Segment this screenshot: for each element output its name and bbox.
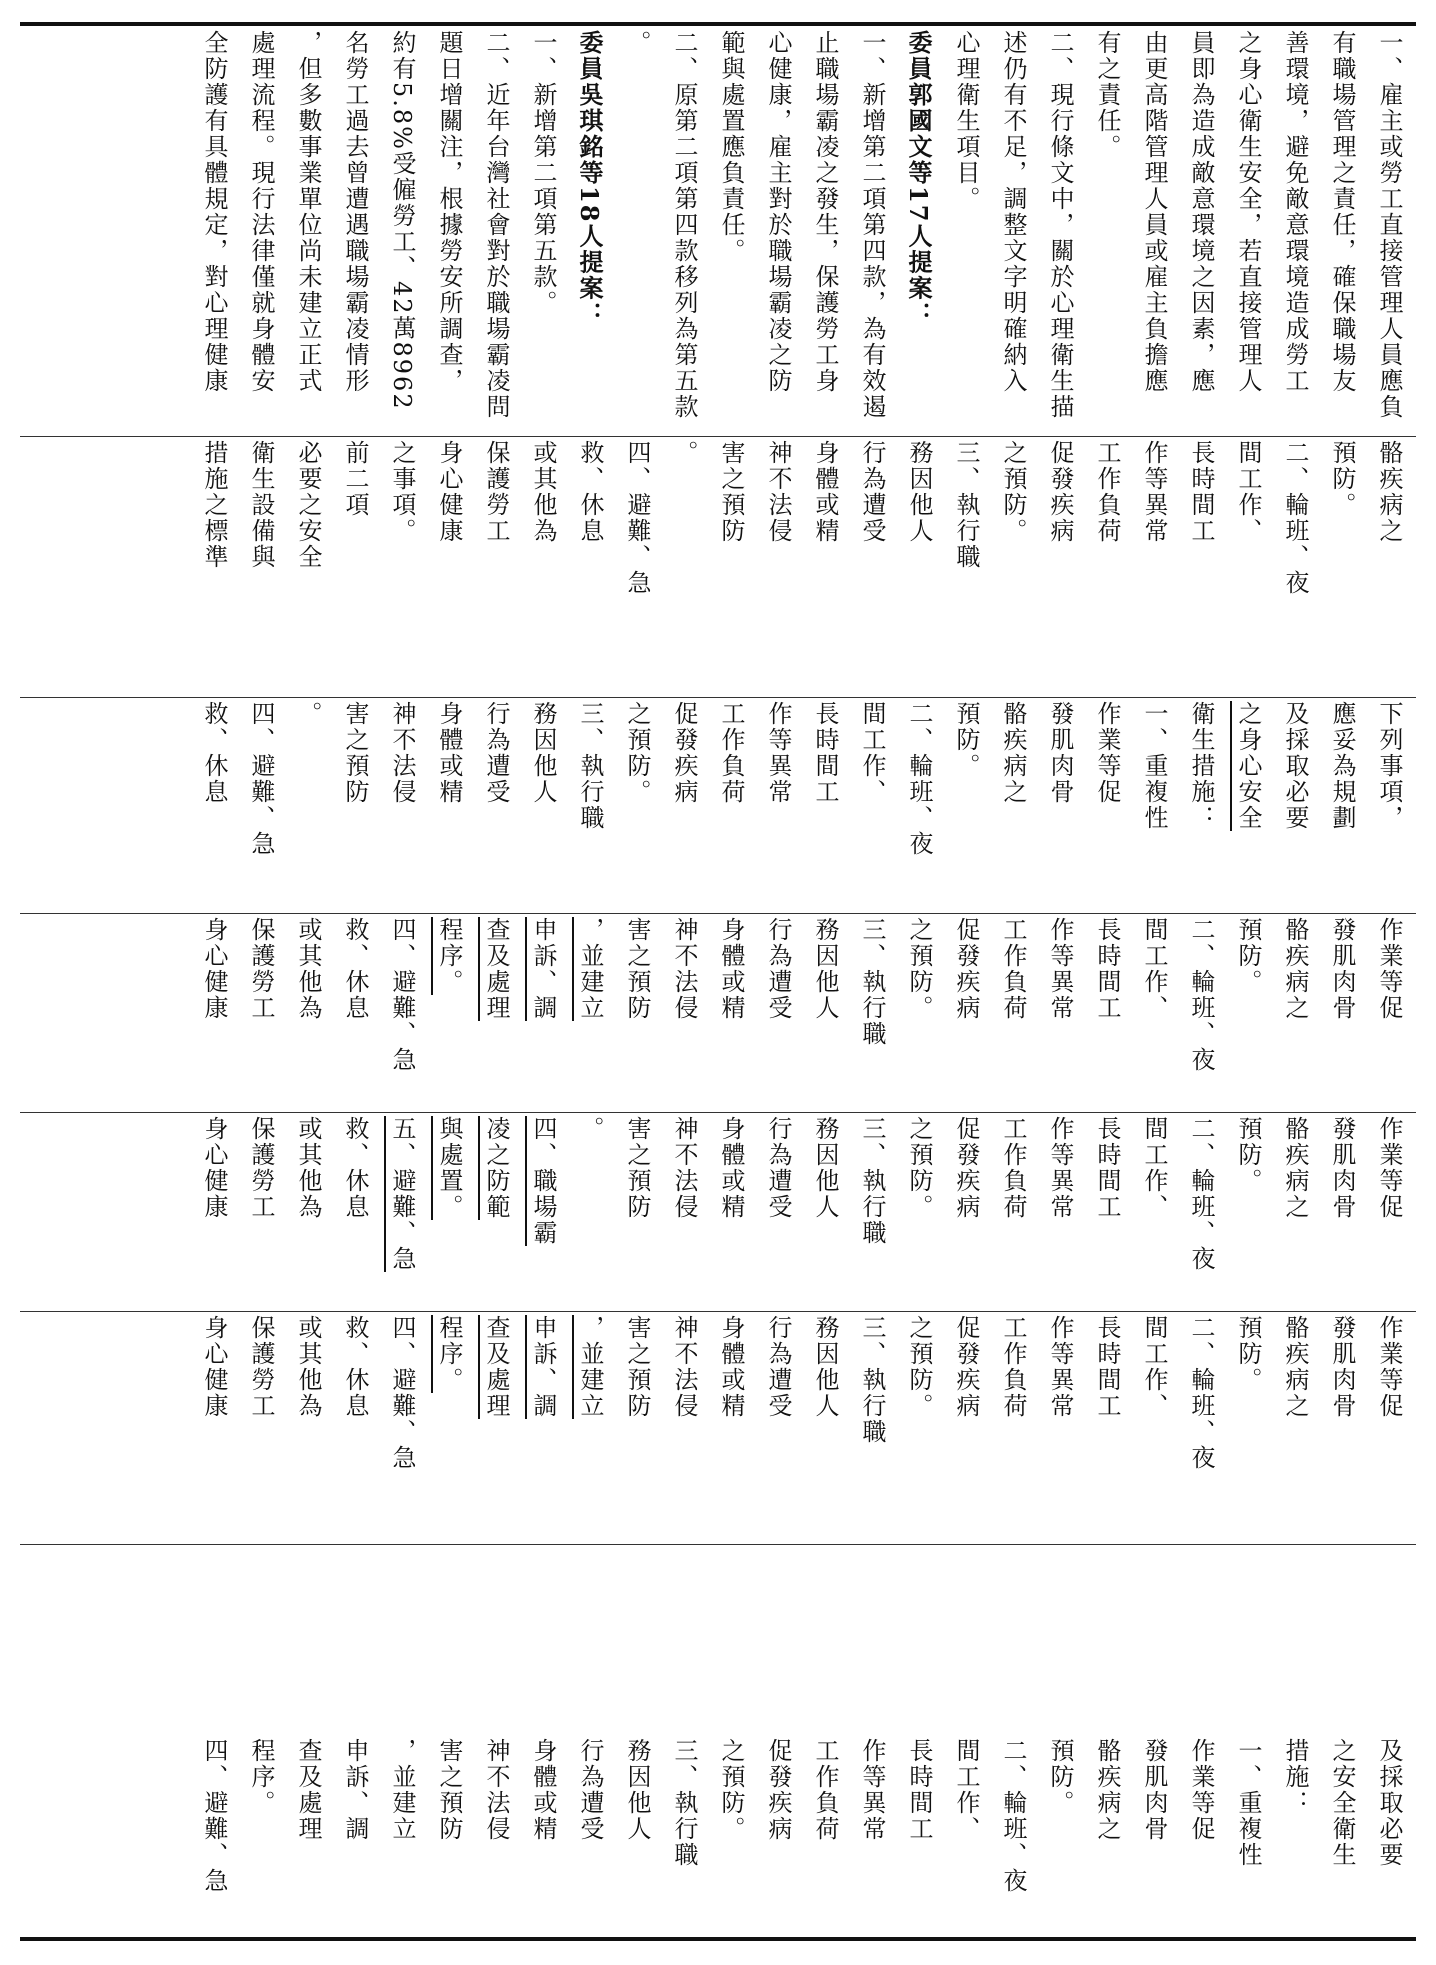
- text-line: 下列事項，: [1375, 701, 1403, 831]
- text-line: 神不法侵: [388, 701, 416, 805]
- text-line: 骼疾病之: [999, 701, 1027, 805]
- text-line: 間工作、: [1234, 440, 1262, 544]
- text-line: 二、輪班、夜: [1187, 917, 1215, 1073]
- text-line: 三、執行職: [858, 1116, 886, 1246]
- text-line: 身心健康: [435, 440, 463, 544]
- text-line: 救、休息: [200, 701, 228, 805]
- text-line: 工作負荷: [717, 701, 745, 805]
- text-line: 查及處理: [294, 1738, 322, 1842]
- text-line: 作等異常: [1046, 917, 1074, 1021]
- text-line: 長時間工: [905, 1738, 933, 1842]
- text-line: 預防。: [1328, 440, 1356, 518]
- text-line: 長時間工: [1187, 440, 1215, 544]
- text-line: 骼疾病之: [1375, 440, 1403, 544]
- text-line: 之預防。: [905, 1116, 933, 1220]
- text-line: 害之預防: [623, 917, 651, 1021]
- text-line: 委員吳琪銘等18人提案：: [575, 30, 604, 328]
- text-line: 範與處置應負責任。: [717, 30, 745, 264]
- divider: [20, 1544, 1416, 1545]
- text-line: 務因他人: [905, 440, 933, 544]
- text-line: 間工作、: [858, 701, 886, 805]
- text-line: 預防。: [1234, 917, 1262, 995]
- text-line: 神不法侵: [764, 440, 792, 544]
- text-line: 間工作、: [1140, 1116, 1168, 1220]
- text-line: 名勞工過去曾遭遇職場霸凌情形: [341, 30, 369, 394]
- text-line: 工作負荷: [1093, 440, 1121, 544]
- text-line: 身體或精: [717, 917, 745, 1021]
- text-line: 害之預防: [623, 1315, 651, 1419]
- text-line: 述仍有不足，調整文字明確納入: [999, 30, 1027, 394]
- text-line: 措施：: [1281, 1738, 1309, 1816]
- text-line: 保護勞工: [482, 440, 510, 544]
- band-col-8: [18, 1738, 1418, 1933]
- text-line: 作業等促: [1375, 1116, 1403, 1220]
- text-line: 五、避難、急: [388, 1116, 416, 1272]
- text-line: 四、避難、急: [200, 1738, 228, 1894]
- text-line: 心理衛生項目。: [952, 30, 980, 212]
- text-line: 作等異常: [1046, 1116, 1074, 1220]
- text-line: 處理流程。現行法律僅就身體安: [247, 30, 275, 394]
- text-line: 查及處理: [482, 1315, 510, 1419]
- text-line: 二、輪班、夜: [905, 701, 933, 857]
- text-line: 長時間工: [811, 701, 839, 805]
- text-line: 。: [576, 1116, 604, 1142]
- text-line: 害之預防: [623, 1116, 651, 1220]
- text-line: 作等異常: [1140, 440, 1168, 544]
- text-line: 預防。: [1046, 1738, 1074, 1816]
- text-line: 或其他為: [529, 440, 557, 544]
- text-line: 一、新增第二項第五款。: [529, 30, 557, 316]
- text-line: 之預防。: [623, 701, 651, 805]
- text-line: 間工作、: [952, 1738, 980, 1842]
- text-line: 救、休息: [341, 1116, 369, 1220]
- text-line: 作等異常: [1046, 1315, 1074, 1419]
- text-line: 申訴、調: [341, 1738, 369, 1842]
- text-line: 及採取必要: [1281, 701, 1309, 831]
- text-line: 約有5.8%受僱勞工、42萬8962: [388, 30, 416, 411]
- text-line: 或其他為: [294, 917, 322, 1021]
- text-line: 。: [294, 701, 322, 727]
- text-line: 二、輪班、夜: [1187, 1315, 1215, 1471]
- text-line: 三、執行職: [670, 1738, 698, 1868]
- text-line: 作業等促: [1375, 1315, 1403, 1419]
- divider: [20, 436, 1416, 437]
- text-line: 程序。: [247, 1738, 275, 1816]
- text-line: 害之預防: [435, 1738, 463, 1842]
- divider: [20, 697, 1416, 698]
- text-line: 由更高階管理人員或雇主負擔應: [1140, 30, 1168, 394]
- text-line: 。: [623, 30, 651, 56]
- text-line: 工作負荷: [811, 1738, 839, 1842]
- text-line: 骼疾病之: [1281, 1116, 1309, 1220]
- text-line: 一、雇主或勞工直接管理人員應負: [1375, 30, 1403, 420]
- text-line: 四、避難、急: [623, 440, 651, 596]
- text-line: 前二項: [341, 440, 369, 518]
- text-line: 二、現行條文中，關於心理衛生描: [1046, 30, 1074, 420]
- text-line: 神不法侵: [670, 1116, 698, 1220]
- band-col-4: [18, 917, 1418, 1105]
- top-rule: [20, 22, 1416, 26]
- text-line: 務因他人: [529, 701, 557, 805]
- text-line: 行為遭受: [858, 440, 886, 544]
- text-line: 二、原第二項第四款移列為第五款: [670, 30, 698, 420]
- text-line: 長時間工: [1093, 917, 1121, 1021]
- text-line: 心健康，雇主對於職場霸凌之防: [764, 30, 792, 394]
- text-line: ，但多數事業單位尚未建立正式: [294, 30, 322, 394]
- bottom-rule: [20, 1937, 1416, 1941]
- text-line: 神不法侵: [482, 1738, 510, 1842]
- text-line: 作等異常: [858, 1738, 886, 1842]
- text-line: 身體或精: [717, 1315, 745, 1419]
- text-line: 作業等促: [1187, 1738, 1215, 1842]
- text-line: 發肌肉骨: [1046, 701, 1074, 805]
- text-line: 促發疾病: [764, 1738, 792, 1842]
- text-line: 促發疾病: [952, 1116, 980, 1220]
- text-line: 二、輪班、夜: [1187, 1116, 1215, 1272]
- band-col-6: [18, 1315, 1418, 1537]
- text-line: 申訴、調: [529, 1315, 557, 1419]
- text-line: 二、輪班、夜: [999, 1738, 1027, 1894]
- text-line: 身體或精: [529, 1738, 557, 1842]
- text-line: 委員郭國文等17人提案：: [904, 30, 933, 328]
- text-line: 害之預防: [341, 701, 369, 805]
- text-line: ，並建立: [576, 917, 604, 1021]
- text-line: 凌之防範: [482, 1116, 510, 1220]
- text-line: 之事項。: [388, 440, 416, 544]
- text-line: 及採取必要: [1375, 1738, 1403, 1868]
- text-line: 行為遭受: [764, 1315, 792, 1419]
- text-line: 作業等促: [1375, 917, 1403, 1021]
- text-line: 工作負荷: [999, 917, 1027, 1021]
- text-line: 四、避難、急: [388, 1315, 416, 1471]
- text-line: 或其他為: [294, 1116, 322, 1220]
- text-line: 骼疾病之: [1093, 1738, 1121, 1842]
- text-line: 促發疾病: [952, 1315, 980, 1419]
- text-line: 二、近年台灣社會對於職場霸凌問: [482, 30, 510, 420]
- text-line: 有職場管理之責任，確保職場友: [1328, 30, 1356, 394]
- text-line: 全防護有具體規定，對心理健康: [200, 30, 228, 394]
- text-line: 應妥為規劃: [1328, 701, 1356, 831]
- text-line: 申訴、調: [529, 917, 557, 1021]
- text-line: 四、職場霸: [529, 1116, 557, 1246]
- text-line: 務因他人: [811, 917, 839, 1021]
- text-line: 之身心衛生安全，若直接管理人: [1234, 30, 1262, 394]
- text-line: 題日增關注，根據勞安所調查，: [435, 30, 463, 394]
- text-line: 身心健康: [200, 1315, 228, 1419]
- text-line: 促發疾病: [952, 917, 980, 1021]
- text-line: 行為遭受: [764, 1116, 792, 1220]
- text-line: ，並建立: [388, 1738, 416, 1842]
- text-line: 神不法侵: [670, 917, 698, 1021]
- text-line: 預防。: [1234, 1315, 1262, 1393]
- text-line: 二、輪班、夜: [1281, 440, 1309, 596]
- band-col-7: [18, 1548, 1418, 1738]
- text-line: 促發疾病: [670, 701, 698, 805]
- text-line: 預防。: [952, 701, 980, 779]
- text-line: 四、避難、急: [388, 917, 416, 1073]
- divider: [20, 913, 1416, 914]
- text-line: 身體或精: [717, 1116, 745, 1220]
- text-line: 工作負荷: [999, 1116, 1027, 1220]
- text-line: 發肌肉骨: [1140, 1738, 1168, 1842]
- text-line: 作等異常: [764, 701, 792, 805]
- band-col-3: [18, 701, 1418, 909]
- text-line: 身體或精: [811, 440, 839, 544]
- text-line: 骼疾病之: [1281, 1315, 1309, 1419]
- text-line: 發肌肉骨: [1328, 1315, 1356, 1419]
- text-line: 之預防。: [905, 1315, 933, 1419]
- text-line: 查及處理: [482, 917, 510, 1021]
- text-line: 一、新增第二項第四款，為有效遏: [858, 30, 886, 420]
- text-line: ，並建立: [576, 1315, 604, 1419]
- text-line: 之預防。: [717, 1738, 745, 1842]
- text-line: 工作負荷: [999, 1315, 1027, 1419]
- text-line: 發肌肉骨: [1328, 1116, 1356, 1220]
- text-line: 行為遭受: [576, 1738, 604, 1842]
- text-line: 身心健康: [200, 917, 228, 1021]
- text-line: 保護勞工: [247, 1116, 275, 1220]
- text-line: 止職場霸凌之發生，保護勞工身: [811, 30, 839, 394]
- text-line: 三、執行職: [858, 917, 886, 1047]
- text-line: 衛生措施：: [1187, 701, 1215, 831]
- text-line: 程序。: [435, 1315, 463, 1393]
- text-line: 務因他人: [811, 1116, 839, 1220]
- text-line: 保護勞工: [247, 1315, 275, 1419]
- text-line: 害之預防: [717, 440, 745, 544]
- text-line: 作業等促: [1093, 701, 1121, 805]
- text-line: 之身心安全: [1234, 701, 1262, 831]
- text-line: 措施之標準: [200, 440, 228, 570]
- text-line: 四、避難、急: [247, 701, 275, 857]
- text-line: 間工作、: [1140, 1315, 1168, 1419]
- text-line: 一、重複性: [1140, 701, 1168, 831]
- band-col-5: [18, 1116, 1418, 1304]
- text-line: 促發疾病: [1046, 440, 1074, 544]
- text-line: 之預防。: [905, 917, 933, 1021]
- text-line: 預防。: [1234, 1116, 1262, 1194]
- text-line: 行為遭受: [482, 701, 510, 805]
- text-line: 。: [670, 440, 698, 466]
- text-line: 員即為造成敵意環境之因素，應: [1187, 30, 1215, 394]
- text-line: 長時間工: [1093, 1116, 1121, 1220]
- text-line: 保護勞工: [247, 917, 275, 1021]
- text-line: 善環境，避免敵意環境造成勞工: [1281, 30, 1309, 394]
- text-line: 救、休息: [576, 440, 604, 544]
- text-line: 身心健康: [200, 1116, 228, 1220]
- text-line: 必要之安全: [294, 440, 322, 570]
- text-line: 骼疾病之: [1281, 917, 1309, 1021]
- text-line: 衛生設備與: [247, 440, 275, 570]
- text-line: 行為遭受: [764, 917, 792, 1021]
- text-line: 之安全衛生: [1328, 1738, 1356, 1868]
- text-line: 與處置。: [435, 1116, 463, 1220]
- text-line: 三、執行職: [952, 440, 980, 570]
- divider: [20, 1311, 1416, 1312]
- text-line: 有之責任。: [1093, 30, 1121, 160]
- text-line: 或其他為: [294, 1315, 322, 1419]
- text-line: 三、執行職: [858, 1315, 886, 1445]
- text-line: 務因他人: [811, 1315, 839, 1419]
- band-col-2: [18, 440, 1418, 690]
- divider: [20, 1112, 1416, 1113]
- text-line: 救、休息: [341, 1315, 369, 1419]
- text-line: 神不法侵: [670, 1315, 698, 1419]
- text-line: 長時間工: [1093, 1315, 1121, 1419]
- text-line: 之預防。: [999, 440, 1027, 544]
- text-line: 發肌肉骨: [1328, 917, 1356, 1021]
- band-col-1: [18, 30, 1418, 430]
- text-line: 程序。: [435, 917, 463, 995]
- text-line: 三、執行職: [576, 701, 604, 831]
- text-line: 身體或精: [435, 701, 463, 805]
- text-line: 救、休息: [341, 917, 369, 1021]
- text-line: 一、重複性: [1234, 1738, 1262, 1868]
- text-line: 間工作、: [1140, 917, 1168, 1021]
- text-line: 務因他人: [623, 1738, 651, 1842]
